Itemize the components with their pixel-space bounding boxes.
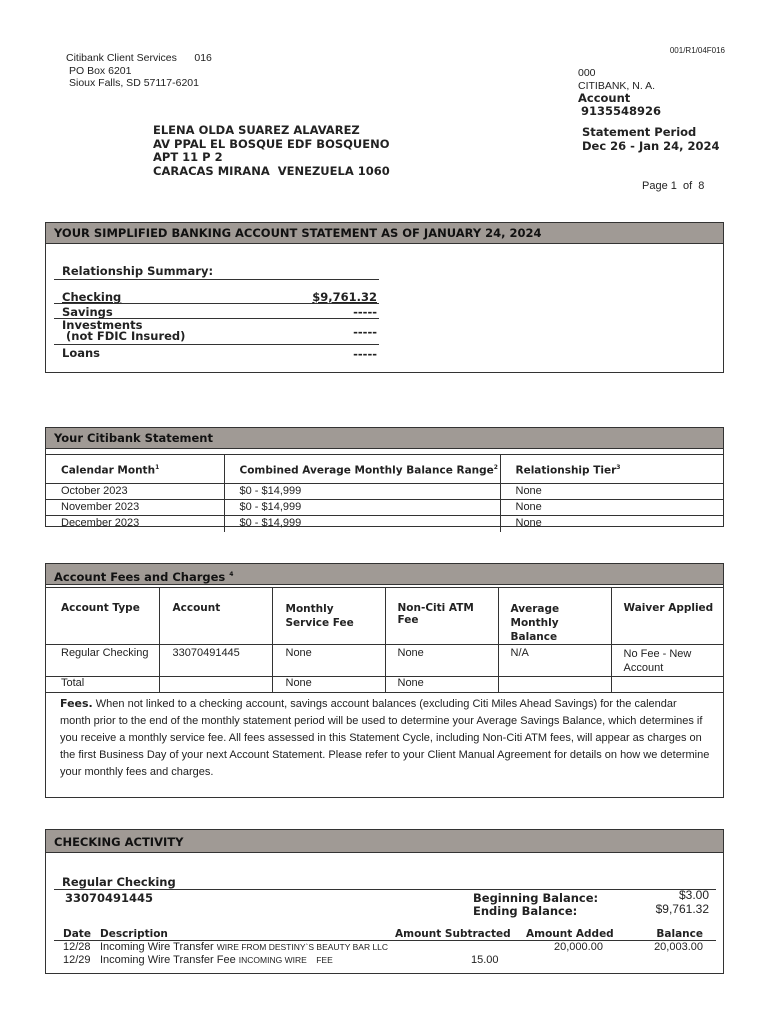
fees-note-body: When not linked to a checking account, savings account balances (excluding Citi Miles Ahead Savings) for the calendar month prior to the end of the monthly statement period will be used to determine your Average Savings Balance, which determines if you receive a monthly service fee. All fees assessed in this Statement Cycle, including Non-Citi ATM fees, will appear as charges on the first Business Day of your next Account Statement. Please refer to your Client Manual Agreement for details on how we determine your monthly fees and charges.: [60, 698, 710, 778]
row-detail: INCOMING WIRE FEE: [238, 955, 333, 965]
cell: No Fee - New Account: [611, 645, 723, 677]
checking-value: $9,761.32: [312, 290, 377, 304]
fees-table: [46, 587, 723, 693]
cell: [498, 677, 611, 693]
cell: None: [385, 677, 498, 693]
summary-heading: YOUR SIMPLIFIED BANKING ACCOUNT STATEMENT AS OF JANUARY 24, 2024: [46, 223, 723, 244]
row-detail: WIRE FROM DESTINY`S BEAUTY BAR LLC: [216, 942, 389, 952]
column-header: Amount Subtracted: [395, 928, 511, 940]
recipient-line: APT 11 P 2: [153, 150, 223, 164]
statement-period: [582, 125, 720, 153]
investments-value: -----: [353, 325, 377, 339]
column-header: Calendar Month$^1$: [46, 455, 224, 484]
range-cell: $0 - $14,999: [224, 516, 500, 532]
sender-line: PO Box 6201: [69, 64, 132, 77]
table-row: [46, 484, 723, 500]
column-header: Account: [159, 588, 272, 645]
recipient-address: [153, 124, 390, 178]
summary-section: [45, 222, 724, 373]
divider: [54, 279, 379, 280]
fees-section: [45, 563, 724, 798]
bank-code: 000: [578, 67, 596, 79]
activity-section: [45, 829, 724, 974]
cell: Total: [46, 677, 159, 693]
sender-line: Sioux Falls, SD 57117-6201: [69, 77, 199, 89]
loans-value: -----: [353, 347, 377, 361]
range-cell: $0 - $14,999: [224, 500, 500, 516]
statement-heading: Your Citibank Statement: [46, 428, 723, 449]
row-description: Incoming Wire Transfer WIRE FROM DESTINY`S BEAUTY BAR LLC: [100, 941, 389, 953]
tier-cell: None: [500, 500, 723, 516]
row-balance: 20,003.00: [654, 941, 703, 953]
table-row: [46, 677, 723, 693]
bank-name: CITIBANK, N. A.: [578, 79, 656, 92]
cell: None: [272, 645, 385, 677]
cell: None: [385, 645, 498, 677]
divider: [54, 344, 379, 345]
fees-note-lead: Fees.: [60, 697, 93, 710]
footnote-mark: 4: [229, 571, 234, 578]
month-cell: December 2023: [46, 516, 224, 532]
month-cell: November 2023: [46, 500, 224, 516]
column-header: Date: [63, 928, 91, 940]
month-cell: October 2023: [46, 484, 224, 500]
page-number: Page 1 of 8: [642, 180, 705, 192]
divider: [54, 303, 379, 304]
table-row: [46, 500, 723, 516]
column-header: Waiver Applied: [611, 588, 723, 645]
column-header: Relationship Tier$^3$: [500, 455, 723, 484]
tier-cell: None: [500, 484, 723, 500]
account-type: Regular Checking: [62, 875, 176, 889]
sender-line: Citibank Client Services 016: [66, 52, 212, 64]
activity-account-number: 33070491445: [65, 891, 154, 905]
recipient-line: CARACAS MIRANA VENEZUELA 1060: [153, 163, 390, 178]
tier-table: [46, 454, 723, 532]
cell: Regular Checking: [46, 645, 159, 677]
divider: [54, 889, 716, 890]
cell: [159, 677, 272, 693]
range-cell: $0 - $14,999: [224, 484, 500, 500]
cell: 33070491445: [159, 645, 272, 677]
column-header: Description: [100, 928, 168, 940]
sender-address: [66, 52, 212, 90]
period-value: Dec 26 - Jan 24, 2024: [582, 139, 720, 153]
column-header: Combined Average Monthly Balance Range$^2$: [224, 455, 500, 484]
column-header: Monthly Service Fee: [272, 588, 385, 645]
form-code: 001/R1/04F016: [669, 46, 725, 55]
investments-label: Investments: [62, 318, 143, 332]
savings-value: -----: [353, 305, 377, 319]
end-balance-label: Ending Balance:: [473, 904, 578, 918]
investments-note: (not FDIC Insured): [66, 329, 186, 343]
statement-section: [45, 427, 724, 527]
activity-heading: CHECKING ACTIVITY: [46, 830, 723, 853]
account-label: Account: [578, 91, 631, 105]
period-label: Statement Period: [582, 125, 697, 139]
row-amount-added: 20,000.00: [554, 941, 603, 953]
column-header: Balance: [656, 928, 703, 940]
column-header: Account Type: [46, 588, 159, 645]
tier-cell: None: [500, 516, 723, 532]
recipient-line: AV PPAL EL BOSQUE EDF BOSQUENO: [153, 136, 390, 151]
column-header: Amount Added: [526, 928, 614, 940]
table-row: [46, 645, 723, 677]
row-amount-subtracted: 15.00: [471, 954, 499, 966]
checking-label: Checking: [62, 290, 122, 304]
fees-heading: Account Fees and Charges $^4$: [46, 564, 723, 585]
row-date: 12/29: [63, 954, 91, 966]
begin-balance-value: $3.00: [678, 888, 709, 902]
bank-block: [578, 67, 661, 118]
fees-note: [60, 695, 710, 781]
loans-label: Loans: [62, 346, 101, 360]
table-row: [46, 516, 723, 532]
end-balance-value: $9,761.32: [655, 902, 709, 916]
footnote-mark: 2: [493, 464, 498, 471]
account-number: 9135548926: [581, 104, 662, 118]
recipient-line: ELENA OLDA SUAREZ ALAVAREZ: [153, 123, 360, 137]
cell: N/A: [498, 645, 611, 677]
footnote-mark: 3: [616, 464, 621, 471]
savings-label: Savings: [62, 305, 113, 319]
row-date: 12/28: [63, 941, 91, 953]
footnote-mark: 1: [155, 464, 160, 471]
summary-title: Relationship Summary:: [62, 264, 214, 278]
cell: None: [272, 677, 385, 693]
begin-balance-label: Beginning Balance:: [473, 891, 599, 905]
cell: [611, 677, 723, 693]
column-header: Average Monthly Balance: [498, 588, 611, 645]
row-description: Incoming Wire Transfer Fee INCOMING WIRE FEE: [100, 954, 333, 966]
column-header: Non-Citi ATM Fee: [385, 588, 498, 645]
